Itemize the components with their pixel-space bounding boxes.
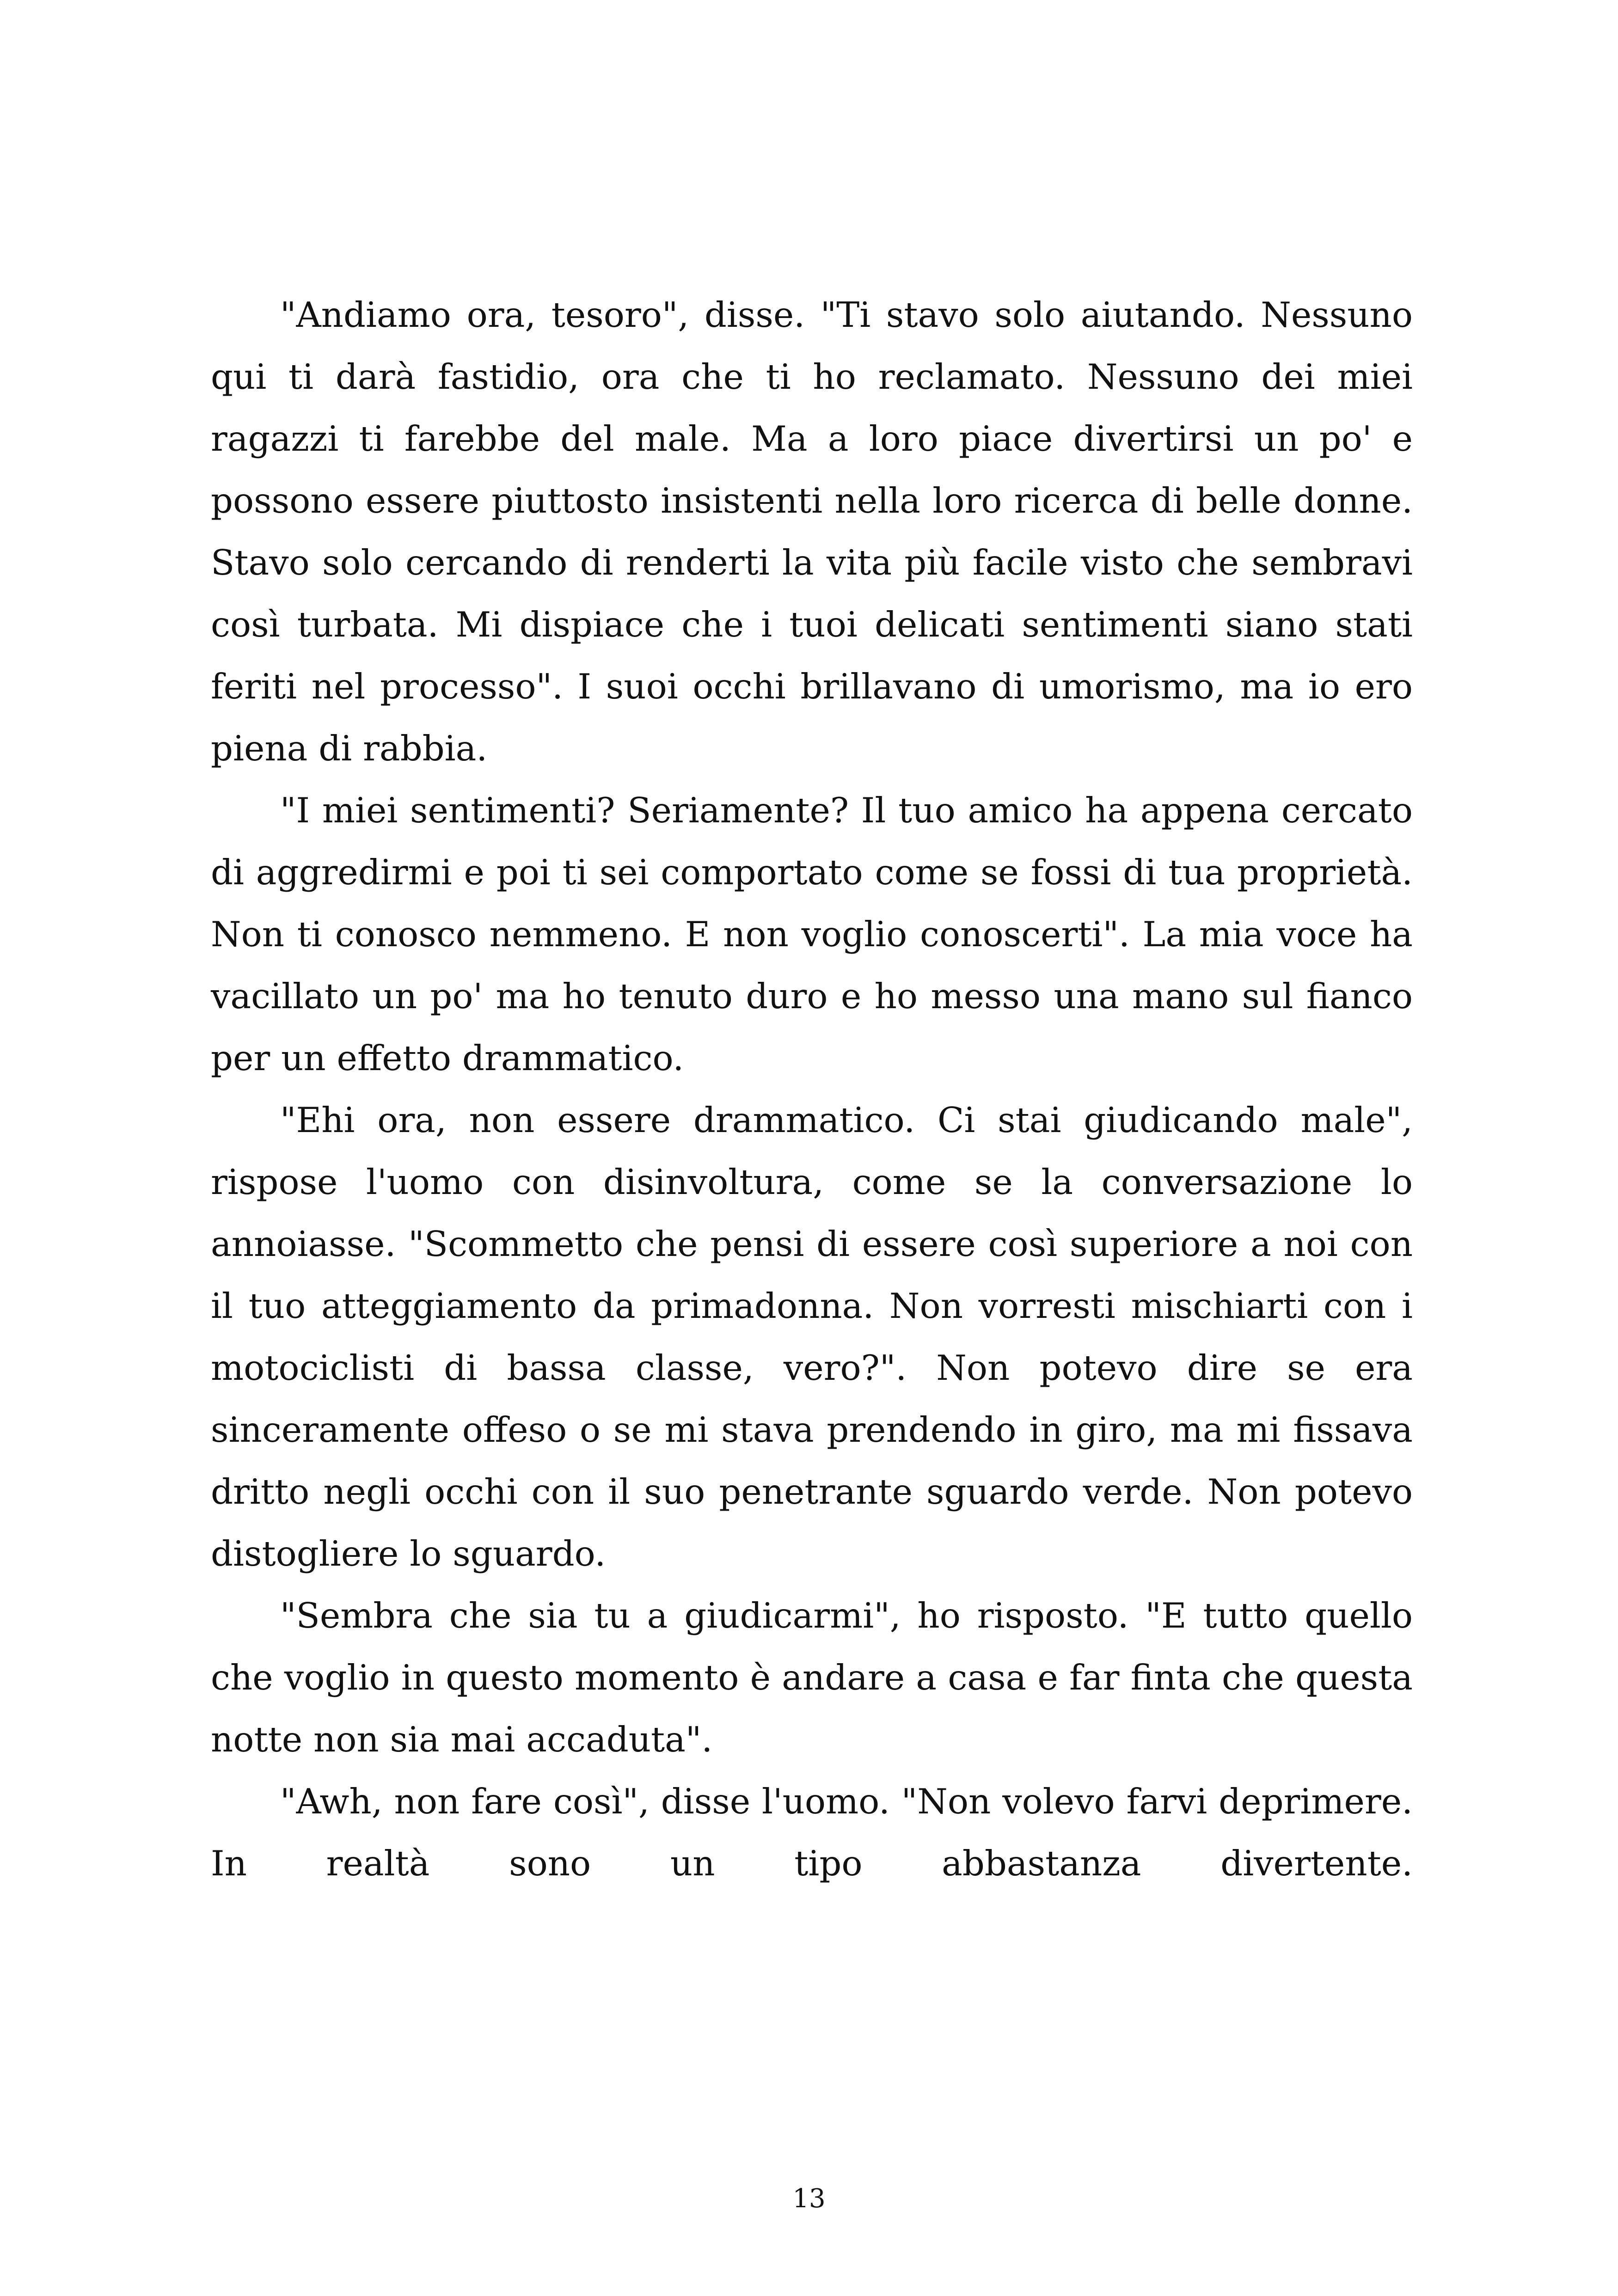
page-number: 13 bbox=[792, 2184, 826, 2214]
body-text bbox=[211, 284, 1413, 1894]
paragraph: "Sembra che sia tu a giudicarmi", ho risposto. "E tutto quello che voglio in questo momento è andare a casa e far finta che questa notte non sia mai accaduta". bbox=[211, 1595, 1413, 1760]
paragraph: "Awh, non fare così", disse l'uomo. "Non volevo farvi deprimere. In realtà sono un tipo abbastanza divertente. bbox=[211, 1781, 1413, 1884]
paragraph: "Andiamo ora, tesoro", disse. "Ti stavo solo aiutando. Nessuno qui ti darà fastidio, ora che ti ho reclamato. Nessuno dei miei ragazzi ti farebbe del male. Ma a loro piace divertirsi un po' e possono essere piuttosto insistenti nella loro ricerca di belle donne. Stavo solo cercando di renderti la vita più facile visto che sembravi così turbata. Mi dispiace che i tuoi delicati sentimenti siano stati feriti nel processo". I suoi occhi brillavano di umorismo, ma io ero piena di rabbia. bbox=[211, 294, 1413, 769]
paragraph: "Ehi ora, non essere drammatico. Ci stai giudicando male", rispose l'uomo con disinvoltura, come se la conversazione lo annoiasse. "Scommetto che pensi di essere così superiore a noi con il tuo atteggiamento da primadonna. Non vorresti mischiarti con i motociclisti di bassa classe, vero?". Non potevo dire se era sinceramente offeso o se mi stava prendendo in giro, ma mi fissava dritto negli occhi con il suo penetrante sguardo verde. Non potevo distogliere lo sguardo. bbox=[211, 1100, 1413, 1574]
paragraph: "I miei sentimenti? Seriamente? Il tuo amico ha appena cercato di aggredirmi e poi ti sei comportato come se fossi di tua proprietà. Non ti conosco nemmeno. E non voglio conoscerti". La mia voce ha vacillato un po' ma ho tenuto duro e ho messo una mano sul fianco per un effetto drammatico. bbox=[211, 790, 1413, 1078]
